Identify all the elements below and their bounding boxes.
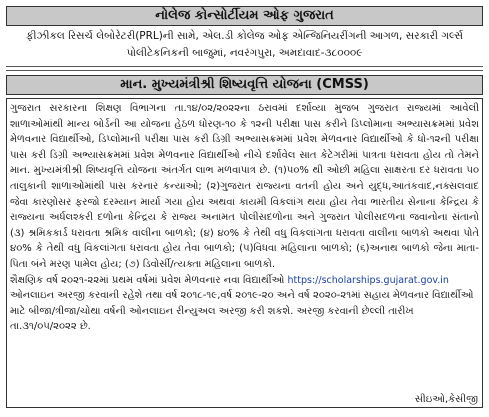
address-line-2: પોલીટેકનિકની બાજુમાં, નવરંગપુરા, અમદાવાદ-૩૮૦૦૦૯ — [126, 47, 363, 59]
divider — [6, 70, 483, 71]
org-title: નોલેજ કોન્સોર્ટીયમ ઓફ ગુજરાત — [6, 6, 483, 26]
org-address — [6, 28, 483, 62]
application-paragraph — [10, 273, 479, 335]
address-line-1: ફીઝીકલ રિસર્ચ લેબોરેટરી(PRL)ની સામે, એલ.ડી કોલેજ ઓફ એન્જિનિયરીંગની આગળ, સરકારી ગર્લ્સ — [25, 30, 463, 42]
notice-body — [6, 98, 483, 408]
eligibility-paragraph: ગુજરાત સરકારના શિક્ષણ વિભાગના તા.૧૪/૦૨/૨૦૨૨ના ઠરાવમાં દર્શાવ્યા મુજબ ગુજરાત રાજ્યમાં આવેલી શાળાઓમાંથી માન્ય બોર્ડની આ યોજના હેઠળ ધોરણ-૧૦ કે ૧૨ની પરીક્ષા પાસ કરીને ડિપ્લોમાના અભ્યાસક્રમમાં પ્રવેશ મેળવનાર વિદ્યાર્થીઓ, ડિપ્લોમાની પરીક્ષા પાસ કરી ડિગ્રી અભ્યાસક્રમમાં પ્રવેશ મેળવનાર વિદ્યાર્થીઓ કે ધો-૧૨ની પરીક્ષા પાસ કરી ડિગ્રી અભ્યાસક્રમમાં પ્રવેશ મેળવનાર વિદ્યાર્થીઓ નીચે દર્શાવેલ સાત કેટેગરીમાં પાત્રતા ધરાવતા હોય તો તેમને માન. મુખ્યમંત્રીશ્રી શિષ્યવૃત્તિ યોજના અંતર્ગત લાભ મળવાપાત્ર છે. (૧)૫૦% થી ઓછી મહિલા સાક્ષરતા દર ધરાવતા ૫૦ તાલુકાની શાળાઓમાંથી પાસ કરનાર કન્યાઓ; (૨)ગુજરાત રાજ્યના વતની હોય અને યુદ્ધ,આતંકવાદ,નક્સલવાદ જેવા કારણોસર ફરજો દરમ્યાન માર્યા ગયા હોય અથવા કાયમી વિકલાંગ થયા હોય તેવા ભારતીય સેનાના કેન્દ્રિય કે રાજ્યના અર્ધલશ્કરી દળોના કેન્દ્રિય કે રાજ્ય અનામત પોલીસદળોના અને ગુજરાત પોલીસદળના જવાનોના સંતાનો (૩) શ્રમિકકાર્ડ ધરાવતા શ્રમિક વાલીના બાળકો; (૪) ૪૦% કે તેથી વધુ વિકલાંગતા ધરાવતા વાલીના બાળકો અથવા પોતે ૪૦% કે તેથી વધુ વિકલાંગતા ધરાવતા હોય તેવા બાળકો; (૫)વિધવા મહિલાના બાળકો; (૬)અનાથ બાળકો જેના માતા-પિતા બંને મરણ પામેલ હોય; (૭) ડિવોર્સી/ત્યક્તા મહિલાના બાળકો. — [10, 103, 479, 270]
scholarship-portal-link[interactable]: https://scholarships.gujarat.gov.in — [287, 274, 449, 286]
closing-text-end: ઓનલાઇન અરજી કરવાની રહેશે તથા વર્ષ ૨૦૧૮-૧૯,વર્ષ ૨૦૧૯-૨૦ અને વર્ષ ૨૦૨૦-૨૧માં સહાય મેળવનાર વિદ્યાર્થીઓ માટે બીજા/ત્રીજા/ચોથા વર્ષની ઓનલાઇન રીન્યુઅલ અરજી કરી શકશે. અરજી કરવાની છેલ્લી તારીખ તા.૩૧/૦૫/૨૦૨૨ છે. — [10, 290, 474, 333]
scheme-title: માન. મુખ્યમંત્રીશ્રી શિષ્યવૃત્તિ યોજના (CMSS) — [6, 75, 483, 95]
closing-text-start: શૈક્ષણિક વર્ષ ૨૦૨૧-૨૨માં પ્રથમ વર્ષમાં પ્રવેશ મેળવનાર નવા વિદ્યાર્થીઓ — [10, 274, 285, 286]
notice-page — [6, 4, 483, 409]
divider — [6, 66, 483, 67]
signature: સીઇઓ,કેસીજી — [414, 394, 478, 405]
